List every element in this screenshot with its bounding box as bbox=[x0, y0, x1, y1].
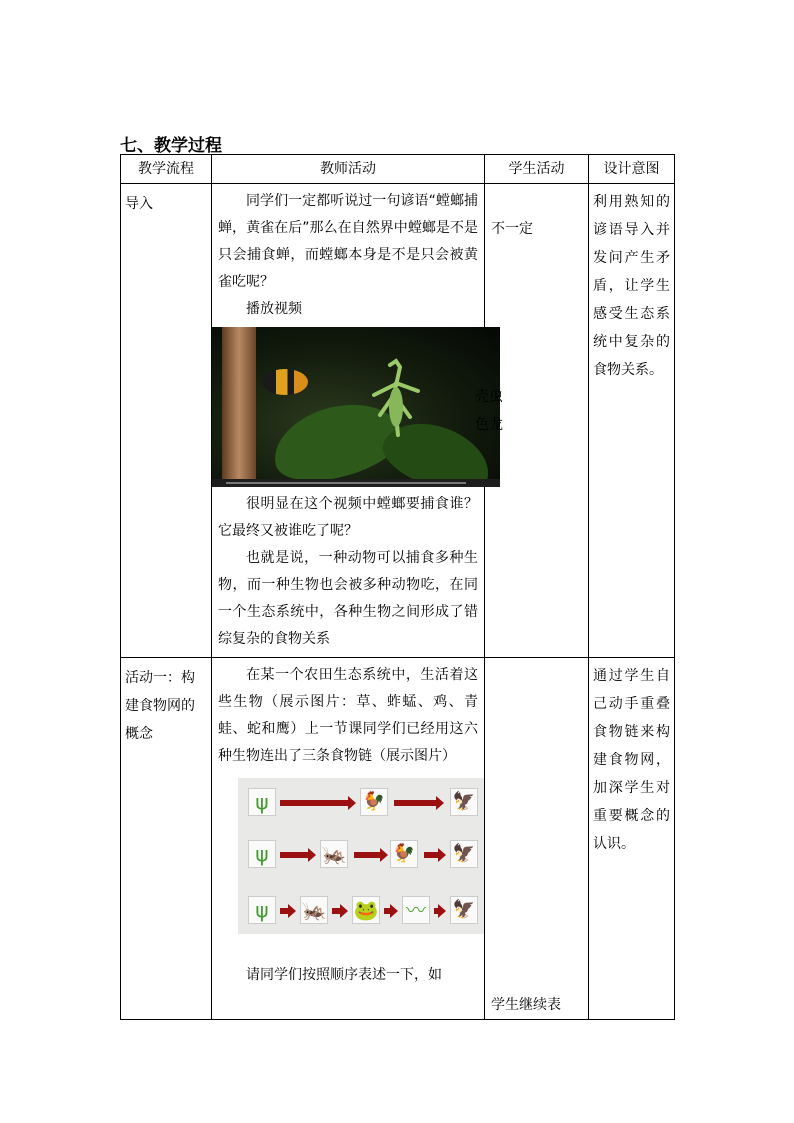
video-progress-bar[interactable] bbox=[212, 479, 500, 487]
teacher-paragraph: 播放视频 bbox=[246, 301, 302, 317]
section-title: 七、教学过程 bbox=[120, 136, 222, 156]
mantis-image bbox=[360, 355, 430, 445]
student-cell bbox=[485, 658, 589, 1020]
grasshopper-icon: 🦗 bbox=[321, 842, 347, 866]
table-row bbox=[121, 658, 675, 1020]
teacher-cell bbox=[212, 184, 485, 658]
teacher-cell bbox=[212, 658, 485, 1020]
teacher-paragraph: 也就是说，一种动物可以捕食多种生物，而一种生物也会被多种动物吃，在同一个生态系统中，各种生物之间形成了错综复杂的食物关系 bbox=[218, 550, 478, 647]
header-student: 学生活动 bbox=[485, 155, 589, 184]
chicken-icon: 🐓 bbox=[390, 840, 418, 868]
teacher-paragraph: 请同学们按照顺序表述一下，如 bbox=[246, 967, 442, 983]
teacher-paragraph: 很明显在这个视频中螳螂要捕食谁？它最终又被谁吃了呢？ bbox=[218, 496, 478, 539]
arrow-icon bbox=[280, 908, 290, 914]
intent-cell: 通过学生自己动手重叠食物链来构建食物网，加深学生对重要概念的认识。 bbox=[589, 658, 675, 1020]
header-flow: 教学流程 bbox=[121, 155, 212, 184]
arrow-icon bbox=[394, 800, 438, 806]
table-row bbox=[121, 184, 675, 658]
arrow-icon bbox=[354, 852, 382, 858]
grass-icon: ψ bbox=[248, 788, 276, 816]
student-note: 不一定 bbox=[491, 221, 533, 237]
grass-icon: ψ bbox=[248, 896, 276, 924]
chicken-icon: 🐓 bbox=[360, 788, 388, 816]
video-player[interactable] bbox=[212, 327, 500, 487]
arrow-icon bbox=[384, 908, 392, 914]
teaching-process-table bbox=[120, 154, 675, 1020]
arrow-icon bbox=[434, 908, 440, 914]
arrow-icon bbox=[424, 852, 440, 858]
frog-icon: 🐸 bbox=[353, 898, 379, 922]
student-note: 学生继续表 bbox=[491, 997, 561, 1013]
student-note: 壳虫 bbox=[475, 389, 503, 405]
flow-cell: 活动一：构建食物网的概念 bbox=[121, 658, 212, 1020]
plant-stalk bbox=[222, 327, 256, 487]
grasshopper-icon: 🦗 bbox=[301, 898, 327, 922]
eagle-icon: 🦅 bbox=[450, 896, 478, 924]
arrow-icon bbox=[280, 800, 350, 806]
eagle-icon: 🦅 bbox=[450, 840, 478, 868]
food-chain-row bbox=[248, 788, 478, 818]
header-teacher: 教师活动 bbox=[212, 155, 485, 184]
food-chain-row bbox=[248, 840, 478, 870]
flow-cell: 导入 bbox=[121, 184, 212, 658]
arrow-icon bbox=[280, 852, 310, 858]
header-intent: 设计意图 bbox=[589, 155, 675, 184]
food-chain-image bbox=[238, 778, 484, 934]
teacher-paragraph: 在某一个农田生态系统中，生活着这些生物（展示图片：草、蚱蜢、鸡、青蛙、蛇和鹰）上一节课同学们已经用这六种生物连出了三条食物链（展示图片） bbox=[218, 667, 478, 764]
student-cell bbox=[475, 184, 589, 658]
table-header-row bbox=[121, 155, 675, 184]
intent-cell: 利用熟知的谚语导入并发问产生矛盾，让学生感受生态系统中复杂的食物关系。 bbox=[589, 184, 675, 658]
beetle-image bbox=[262, 369, 308, 395]
eagle-icon: 🦅 bbox=[450, 788, 478, 816]
snake-icon: 〰 bbox=[402, 896, 430, 924]
teacher-paragraph: 同学们一定都听说过一句谚语“螳螂捕蝉，黄雀在后”那么在自然界中螳螂是不是只会捕食蝉，而螳螂本身是不是只会被黄雀吃呢？ bbox=[218, 193, 478, 290]
food-chain-row bbox=[248, 896, 478, 926]
grass-icon: ψ bbox=[248, 840, 276, 868]
arrow-icon bbox=[332, 908, 342, 914]
student-note: 色龙 bbox=[475, 417, 503, 433]
